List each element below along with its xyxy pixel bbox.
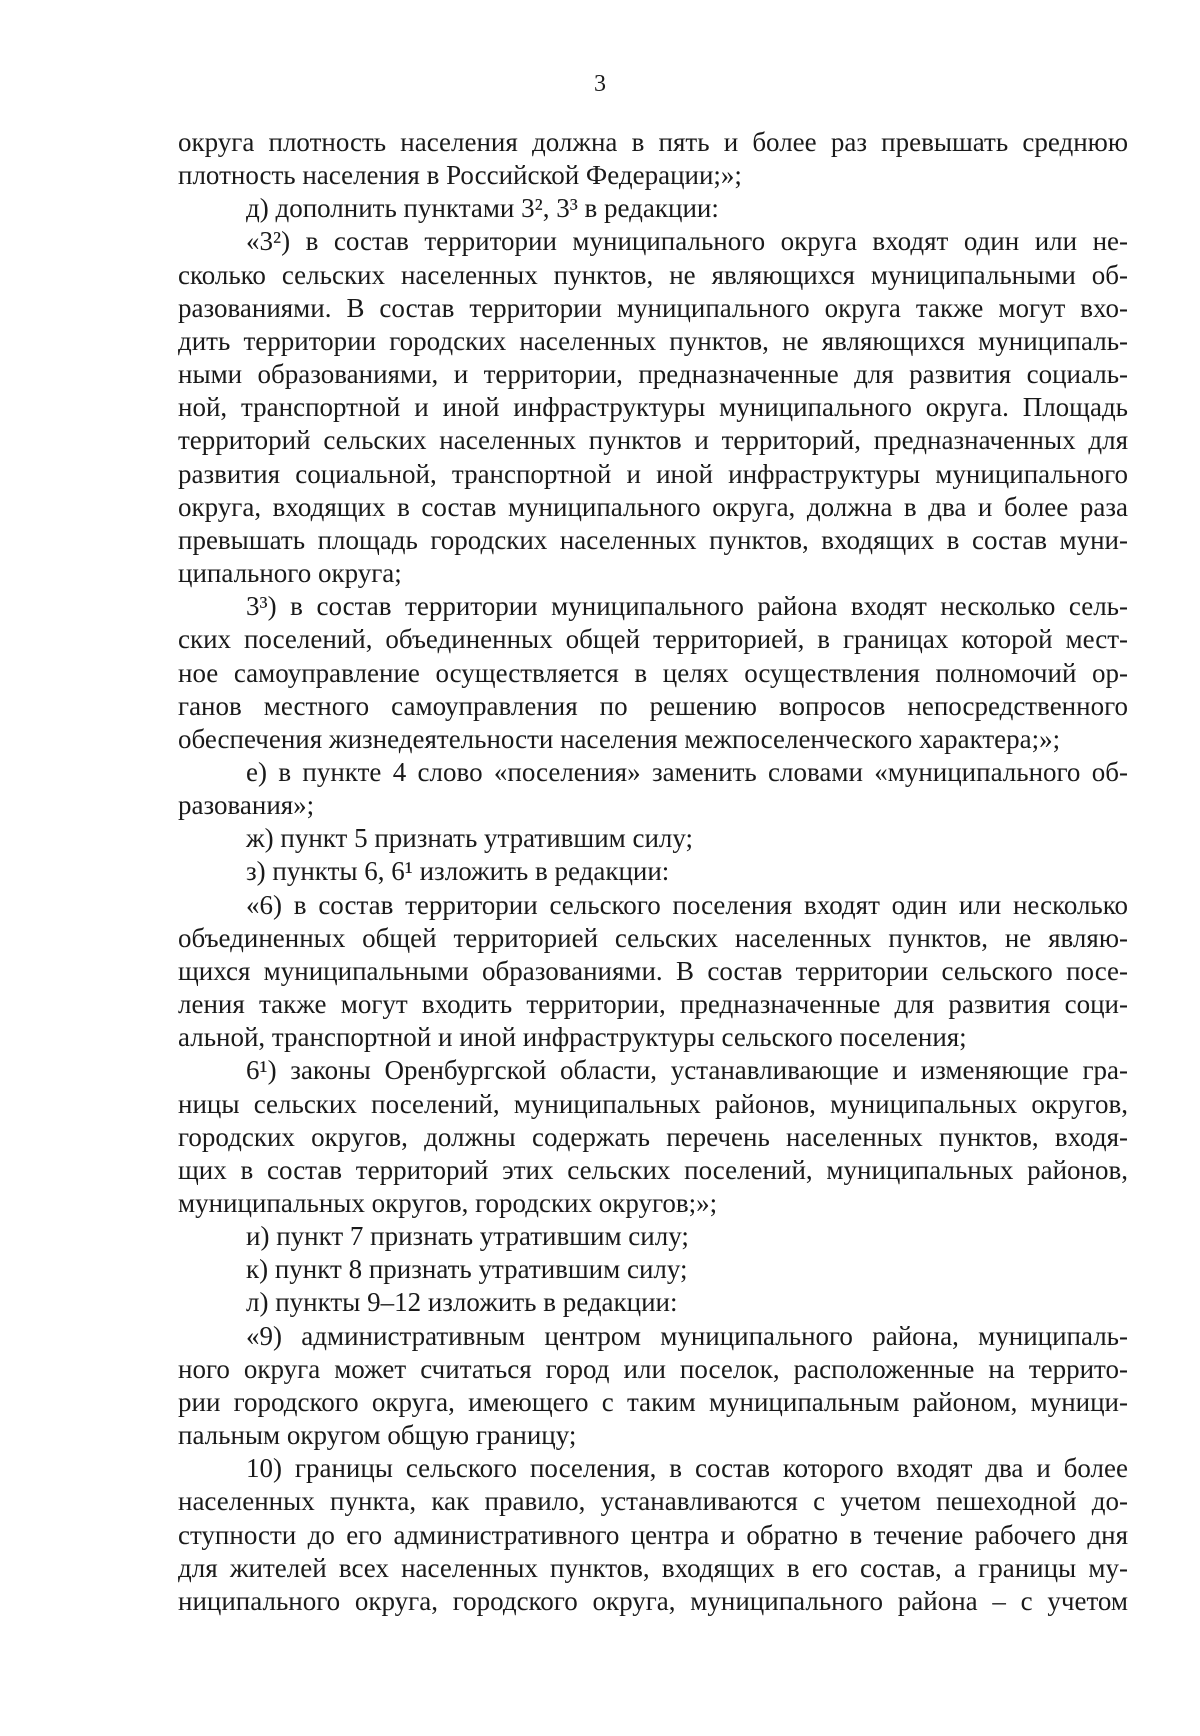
text-line: з) пункты 6, 6¹ изложить в редакции:: [246, 856, 670, 887]
text-line: ских поселений, объединенных общей территорией, в границах которой мест-: [178, 624, 1128, 655]
text-line: альной, транспортной и иной инфраструктуры сельского поселения;: [178, 1022, 967, 1053]
text-line: ного округа может считаться город или поселок, расположенные на террито-: [178, 1353, 1128, 1384]
text-line: городских округов, должны содержать перечень населенных пунктов, входя-: [178, 1121, 1128, 1152]
text-line: обеспечения жизнедеятельности населения межпоселенческого характера;»;: [178, 723, 1061, 754]
text-line: ципального округа;: [178, 558, 402, 589]
text-line: 3³) в состав территории муниципального района входят несколько сель-: [246, 591, 1128, 622]
text-line: 10) границы сельского поселения, в состав которого входят два и более: [246, 1453, 1128, 1484]
text-line: щихся муниципальными образованиями. В состав территории сельского посе-: [178, 955, 1128, 986]
text-line: «9) административным центром муниципального района, муниципаль-: [246, 1320, 1128, 1351]
text-line: л) пункты 9–12 изложить в редакции:: [246, 1287, 678, 1318]
text-line: сколько сельских населенных пунктов, не являющихся муниципальными об-: [178, 259, 1128, 290]
text-line: 6¹) законы Оренбургской области, устанавливающие и изменяющие гра-: [246, 1055, 1128, 1086]
text-line: ступности до его административного центра и обратно в течение рабочего дня: [178, 1519, 1128, 1550]
text-line: ницы сельских поселений, муниципальных районов, муниципальных округов,: [178, 1088, 1128, 1119]
text-line: ления также могут входить территории, предназначенные для развития соци-: [178, 989, 1128, 1020]
text-line: щих в состав территорий этих сельских поселений, муниципальных районов,: [178, 1154, 1128, 1185]
page-number: 3: [594, 71, 606, 97]
text-line: развития социальной, транспортной и иной инфраструктуры муниципального: [178, 458, 1128, 489]
text-line: «3²) в состав территории муниципального округа входят один или не-: [246, 226, 1128, 257]
text-line: разованиями. В состав территории муниципального округа также могут вхо-: [178, 292, 1128, 323]
text-line: пальным округом общую границу;: [178, 1420, 577, 1451]
text-line: «6) в состав территории сельского поселения входят один или несколько: [246, 889, 1128, 920]
document-text: [178, 126, 1128, 1618]
text-line: ниципального округа, городского округа, муниципального района – с учетом: [178, 1585, 1128, 1616]
text-line: к) пункт 8 признать утратившим силу;: [246, 1254, 688, 1285]
text-line: объединенных общей территорией сельских населенных пунктов, не являю-: [178, 922, 1128, 953]
text-line: муниципальных округов, городских округов;»;: [178, 1188, 718, 1218]
text-line: е) в пункте 4 слово «поселения» заменить словами «муниципального об-: [246, 756, 1128, 787]
text-line: и) пункт 7 признать утратившим силу;: [246, 1221, 689, 1252]
text-line: для жителей всех населенных пунктов, входящих в его состав, а границы му-: [178, 1552, 1128, 1583]
text-line: рии городского округа, имеющего с таким муниципальным районом, муници-: [178, 1386, 1128, 1417]
text-line: населенных пункта, как правило, устанавливаются с учетом пешеходной до-: [178, 1486, 1128, 1517]
text-line: превышать площадь городских населенных пунктов, входящих в состав муни-: [178, 524, 1128, 555]
text-line: ное самоуправление осуществляется в целях осуществления полномочий ор-: [178, 657, 1128, 688]
text-line: округа, входящих в состав муниципального округа, должна в два и более раза: [178, 491, 1128, 522]
text-line: ными образованиями, и территории, предназначенные для развития социаль-: [178, 359, 1128, 390]
text-line: территорий сельских населенных пунктов и территорий, предназначенных для: [178, 425, 1128, 456]
text-line: ганов местного самоуправления по решению вопросов непосредственного: [178, 690, 1128, 721]
text-line: ж) пункт 5 признать утратившим силу;: [246, 823, 694, 854]
text-line: округа плотность населения должна в пять и более раз превышать среднюю: [178, 127, 1128, 157]
text-line: дить территории городских населенных пунктов, не являющихся муниципаль-: [178, 325, 1128, 356]
text-line: ной, транспортной и иной инфраструктуры муниципального округа. Площадь: [178, 392, 1128, 423]
text-line: разования»;: [178, 790, 315, 821]
text-line: плотность населения в Российской Федерации;»;: [178, 160, 742, 191]
text-line: д) дополнить пунктами 3², 3³ в редакции:: [246, 193, 719, 224]
